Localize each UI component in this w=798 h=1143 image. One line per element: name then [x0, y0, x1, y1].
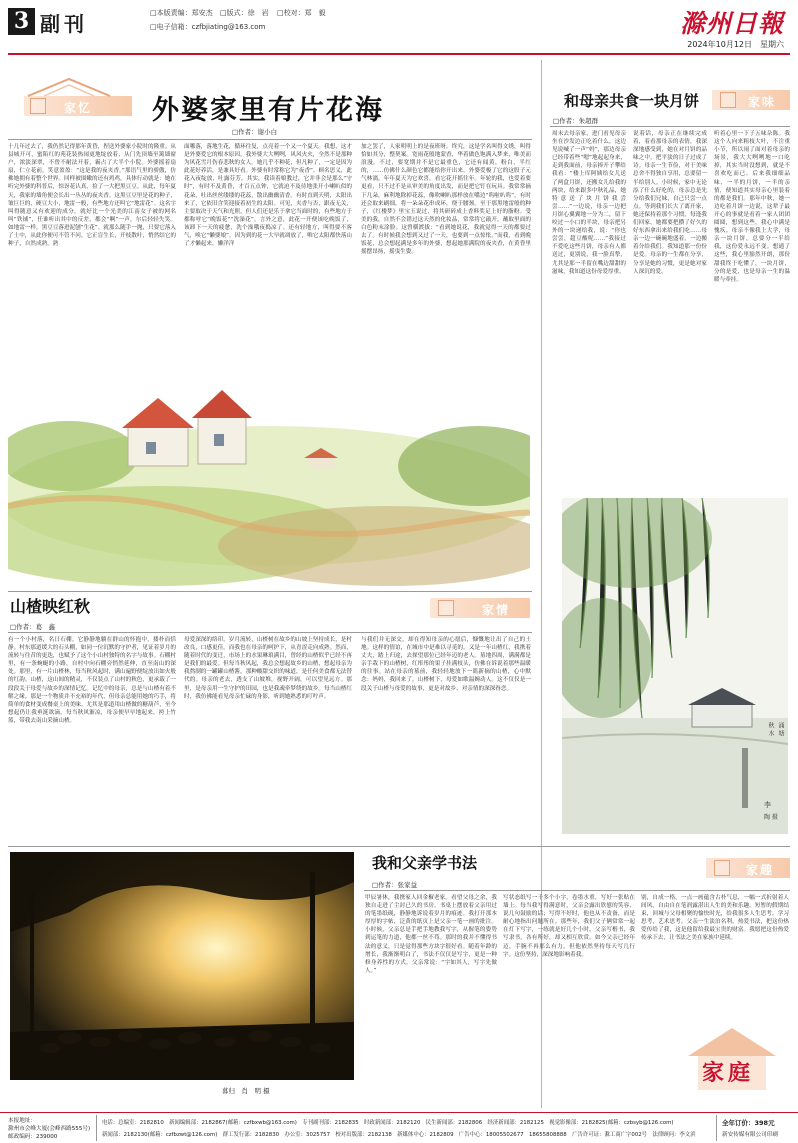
headline-shanzha: 山楂映红秋	[10, 597, 91, 616]
article-shufa-col2: 写状态纸写一千多个小字，卷墨水重，写好一张贴在墙上。每当我写得满意时，父亲会露出欣慰的笑容，说几句鼓励的话；写得不好时，他也从不责备，而是耐心地指出问题所在。那些年，我们父子俩常常一起在灯下写字，一练就是好几个小时。父亲写楷书，我写隶书，各有所好，却又相互欣赏。如今父亲已经年迈，手腕不再那么有力，但他依然坚持每天写几行字。这份坚持，深深地影响着我。	[503, 895, 635, 958]
footer-divider	[96, 1115, 97, 1141]
email-line: □电子信箱：czfbjiating@163.com	[150, 23, 266, 31]
tag-jiawei	[712, 90, 790, 110]
article-shufa-col1: 甲辰暑休，我携家人回金椒老家。看望父母之余，我独自走进了尘封已久的书房。书桌上摆放着父亲用过的笔墨纸砚，静静地诉说着岁月的痕迹。我打开那本厚厚的字帖，泛黄的纸页上是父亲一笔一画的批注。小时候，父亲总是手把手地教我写字，从握笔的姿势到运笔的力道，他都一丝不苟。那时的我并不懂得书法的意义，只是觉得那些方块字很好看。随着年龄的增长，我渐渐明白了，书法不仅仅是写字，更是一种修身养性的方式。父亲常说：“字如其人，写字先做人。”	[365, 895, 497, 974]
footer-phones-1: 电话：总编室：2182810 新闻编辑部：2182867(邮箱：czfbxwb@163.com) 专刊副刊部：2182835 时政新闻部：2182120 民生新闻部：2182806 经济新闻部：2182125 视觉影像部：2182825(邮箱：czbsyb@126.com)	[102, 1120, 674, 1126]
watercolor-illustration	[8, 346, 530, 586]
photo-caption-author: 李	[764, 801, 771, 809]
article-shanzha-col2: 母爱深深的络印。岁月流转，山楂树在故乡的山坡上坚持成长，是村改良，口感更佳。而我也在母亲的呵护下，从青涩走向成熟。然而，随着时代的变迁，市场上的水果琳琅满目，曾经的山楂似乎已经不再是我们的最爱。但每当秋风起，我总会想起故乡的山楂，想起母亲为我熬制的一罐罐山楂酱，那种酸甜交织的味道，是任何美食都无法替代的。母亲的老去，透支了山坡堆，视野开阔，可以望见远方。那里，是母亲用一生守护的田园，也是我魂牵梦绕的故乡。每当山楂红时，我仿佛能看见母亲忙碌的身影，听到她熟悉的叮咛声。	[184, 637, 352, 700]
author-yuebing: □作者：朱超群	[553, 117, 599, 125]
author-shanzha: □作者：葛 鑫	[10, 623, 56, 631]
section-title: 副刊	[40, 12, 88, 36]
footer-address-label: 本报地址：	[8, 1118, 36, 1124]
jiating-badge	[680, 1022, 784, 1094]
footer-printer: 新安传媒有限公司印刷	[722, 1132, 778, 1138]
article-yuebing-col3: 听着心里一下子五味杂陈。我这个人向来粗枝大叶，不注重小节，所以闹了面对着母亲的场景，我大大咧咧地一口吃掉，其实当时没想到，就是不喜欢吃而已。后来我细细品味，一半的月饼，一半的亲情，便知道其实母亲心里装着的都是我们。那年中秋，她一边吃着月饼一边说，这辈子最开心的事就是看着一家人团团圆圆，想到这些，我心中满是愧疚。母亲不像我上大学，母亲一块月饼，总要分一半给我，这份爱永远不变。想通了这些，我心里豁然开朗，那份甜我终于吃懂了，一块月饼，分的是爱，也是母亲一生的温暖与牵挂。	[714, 131, 790, 283]
footer-phones-2: 新闻部：2182130(邮箱：czfbzwt@126.com) 群工发行部：2182830 办公室：3025757 校对出版部：2182138 新媒体中心：2182809 广告中心：18005502677 18655808888 广告许可证：滁工商广字002号 法律顾问：李文滨	[102, 1132, 696, 1138]
article-shufa-col3: 别，自成一格，一点一画蕴含古朴气息，一幅一式折射着人间风，自由自在笔润露湛出人生的美和乐趣。短暂的假期结束，回城与父母相聚的愉快时光，给我很多人生思考，学习思考，艺术思考。父亲一生淡泊名利，热爱书法，把这份热爱传给了我，这是他留给我最宝贵的财富。我愿把这份热爱传承下去，让书法之美在家族中延续。	[641, 895, 789, 942]
article-yuebing-col1: 周末去母亲家，进门看见母亲坐在沙发边正吃着什么，这边见说喊了一声“妈”，那边母亲已经带着些“嗯”地起起身来，走到我面前，母亲捧开子攀给我看：“楼上库阿姨给女儿送了两盒月饼，还搬女儿给我的两块，给来跟多中秋礼品，她特意送了块月饼我尝尝……”一边说，母亲一边把月饼心翼翼地一分为二，留下咬过一小口的半块，母亲把另外的一块递给我，说：“你也尝尝，超豆酸呢……”我接过不爱吃这些月饼，母亲有人都送过，更别说，我一脸真挚，尤其是那一半留在嘴边甜甜的滋味，我知道这份母爱厚重。	[552, 131, 626, 275]
tag-label: 家趣	[746, 863, 775, 877]
photo-caption-geese: 暮归 肖 明 摄	[222, 1087, 270, 1095]
tag-square-icon	[30, 98, 46, 114]
tag-square-icon	[438, 600, 454, 616]
jiating-label: 家庭	[702, 1060, 755, 1086]
newspaper-masthead: 滁州日報	[679, 9, 784, 38]
article-shanzha-col3: 与我们并无深交，却在得知母亲的心愿后，慷慨地让出了自己的土地。这样的情谊，在城市中是难以寻觅的。又是一年山楂红，我携着丈夫，踏上归途，去探望那位已经年迈的老人。墓地四周，满满都是亲手栽下的山楂树，红彤彤的果子挂满枝头，仿佛在诉说着那些温暖的往事。站在母亲的墓前，我轻轻地放下一篮新摘的山楂，心中默念：妈妈，我回来了。山楂树下，母爱如歌温婉动人。这不仅仅是一段关于山楂与母爱的故事，更是对故乡、对亲情的深深眷恋。	[361, 637, 531, 692]
credit-proof: □校对：郑 毅	[277, 9, 326, 17]
divider	[8, 139, 532, 140]
tag-label: 家忆	[64, 101, 93, 115]
page-number: 3	[8, 8, 35, 35]
photo-caption-credit: 陶 摄	[764, 814, 778, 821]
credit-editor: □本版责编：郑安杰	[150, 9, 213, 17]
author-waipo: □作者：谢小白	[232, 128, 278, 136]
divider	[550, 126, 790, 127]
footer-postcode: 邮政编码：239000	[8, 1134, 58, 1140]
headline-yuebing: 和母亲共食一块月饼	[564, 92, 700, 110]
header-rule	[8, 53, 790, 55]
tag-jiayi	[24, 96, 132, 116]
headline-shufa: 我和父亲学书法	[372, 854, 478, 872]
author-shufa: □作者：张家益	[372, 881, 418, 889]
sunset-geese-photo	[10, 852, 354, 1080]
tag-label: 家味	[748, 95, 777, 109]
divider	[8, 591, 532, 592]
roof-ornament-icon	[24, 76, 114, 98]
tag-jiaqing	[430, 598, 530, 618]
article-waipo-col2: 面哪落，落地生花，循环往复，点亮着一个又一个夏天。我想，这才是外婆爱它的根本原因。我外婆大大咧咧，风风火火，全然不是那种为风花雪月伤春悲秋的女人。她几乎不种花，但凡种了，一定是因为此花好养活，是兼具好看。外婆有时常称它为“夜香”。顾名思义，此花入夜绽放，吐露芬芳。其实，我读着娘教过，它并非会是那么“守时”，有时不及黄昏，才百五点钟，它就迫不及待地张开小喇叭似的花朵，吐出丝丝缕缕的花蕊，散出幽幽清香。有时直到天明，太阳出来了，它依旧含笑迎接着初生的太阳。可见，夹香与否，跟夜无关，主要取决于天气和光照。但人们还是乐于拿它当面时的，有些地方于都称呼它“晚饭花”“洗澡花”。言外之意，此花一开便该吃晚饭了，该卸下一天的疲惫，洗个澡哦夜捣凉了。还有轻地方，叫得要不客气，唤它“懒婆娘”。因为到的花一大早就凋放了，唯它太阳都快落山了才懒起来，懒洋洋	[184, 144, 352, 248]
issue-date: 2024年10月12日 星期六	[687, 40, 784, 49]
photo-caption-title2: 涌塘	[777, 722, 784, 738]
photo-caption-title1: 秋水	[767, 722, 774, 738]
tag-square-icon	[714, 860, 730, 876]
footer-price: 全年订价：398元	[722, 1119, 775, 1127]
sunset-painting	[10, 852, 354, 1080]
tag-square-icon	[720, 92, 736, 108]
divider	[8, 632, 532, 633]
willow-painting	[562, 498, 788, 834]
article-shanzha-col1: 有一个小村落，名日石棚。它静静地躺在群山的怀抱中，搂朴而恬静。村东那道缓大的石头棚，如同一位沉默的守护者，见证着岁月的流转与往昔的更迭，也赋予了这个小山村独特的名字与故事。石棚村里，有一条蜿蜒的小路，自村中向石棚旁悄然延伸，直至南山的深处。那里，有一片山楂林，每当秋风起时，满山遍野便绽放出如火般的红韵。山楂，这山间的精灵，不仅装点了山村的秋色，更承载了一段段关于母爱与故乡的深情记忆。记忆中的母亲，总是与山楂有着不解之缘。那是一个物质并不充裕的年代，但母亲总能用她的巧手，将简单的食材变成餐桌上的美味。尤其是那道用山楂做的糖葫芦，至今想起仍让我垂涎欲滴。每当秋风渐凉，母亲便早早地起来，挎上竹篮，带我去南山采摘山楂。	[8, 637, 176, 724]
article-yuebing-col2: 说着话，母亲正在继续完成着，着看那母亲的表情，我深深地感受到，她在对月饼的品味之中，把平淡的日子过成了诗。母亲一生节俭，对于美味总舍不得独自享用，总要留一半给别人。小时候，家中无论添了什么好吃的，母亲总是先分给我们兄妹，自己只尝一点点。等到我们长大了离开家，她还保持着那个习惯，每逢我们回家，她都要把攒了好久的好东西拿出来给我们吃……母亲一边一碗碗地盛着，一边搬着分给我们。我知道那一份份是爱。母亲的一生都在分享，分享是她的习惯，更是她对家人深沉的爱。	[633, 131, 707, 275]
tag-jiaqu	[706, 858, 790, 878]
article-waipo-col1: 十几年过去了，我仍然记得那年黄昏，捏送外婆家小院时的隆重。从县城开可，蜜陷红的苑花装热闹更地绽放着，从门先顶墙至篱墙窗户，浓淡深翠，不曾不耐法开着，霸占了大半个小院。外婆摇着扇扇，仁立花前，笑意盈盈：“这是我的夜夹香。”那语气里的骄傲，仿佛她拥有着整个世界。回样被围嫩的还有鸡鸡，具体行动就是：她在听完外婆的科普后，惊讶花认真，捡了一大把黑豆豆。从此，每年夏天，我家的墙角便会长出一丛丛的夜夹香。这黑豆豆里是花的种子，皱巨巨的，硬豆大小，地雷一般，有些地方还叫它“地雷花”。这名字叫得随意又有欢迎的成分，就好比一个光美的江南女子被的网名叫“铁铺”，任谁听出其中的反差，都会“啊”一声，尔后轻轻失笑。如地雷一样，黑豆豆落进泥刨“生花”。就那么随手一抛，只要它落入了土中，从此你便可不管不问。它正盲生长，开枝散叶，悄然结它的种子，自然成熟，熟	[8, 144, 176, 248]
footer-address: 滁州市会峰大厦(会峰西路555号)	[8, 1126, 91, 1132]
divider	[8, 846, 790, 847]
footer	[0, 1112, 798, 1143]
willow-lake-photo	[562, 498, 788, 834]
headline-waipo: 外婆家里有片花海	[152, 95, 384, 126]
footer-divider	[716, 1115, 717, 1141]
divider	[364, 890, 790, 891]
village-painting	[8, 346, 530, 586]
credit-layout: □版式：徐 岩	[220, 9, 269, 17]
tag-label: 家情	[482, 603, 511, 617]
article-waipo-col3: 加之罢了，人家明明上的是夜班呀。终究，这是学名叫得文绣，叫得恰如其分，整契案。宽雨花般地蒙香，华着做色饱满入梦来，唯美而浪漫。不过，要宽期并不是它最重色，它还有闻黄，粉白，半红的，……仿佛什么颜色它都能给你开出来。外婆爱极了它的这股子元气林漓，年年夏天为它欢喜，看它花开摇往年。年轮的我，也爱着要更看，只不过不是从审美的角度出发，而是把它钉在玩具。我常常摘下几朵，麻利地除掉花蕊，像吹喇叭那样放在嘴边“呜啦叭呜”，有时还会取来刷细，将一朵朵花串成环，绕于腰颈。至于那黑地雷般的种子，《红楼梦》里宝玉说过，将其研碎成上香料奖足上好的脂粉。受美的我，自然不会错过这天然的化妆品，常常将它敲开，蘸取里面的白色粉末涂脸。这曾横渡拔：“看到她说花，我就觉得一天的都要过去了。有时候我会想到又过了一天，也要到一点惊怅。”而我，看到晚饭花，总会想起满是多年的外婆，想起她那满院的夜夹香，在黄昏里摇摆昂扬，摇曳生姿。	[361, 144, 531, 256]
